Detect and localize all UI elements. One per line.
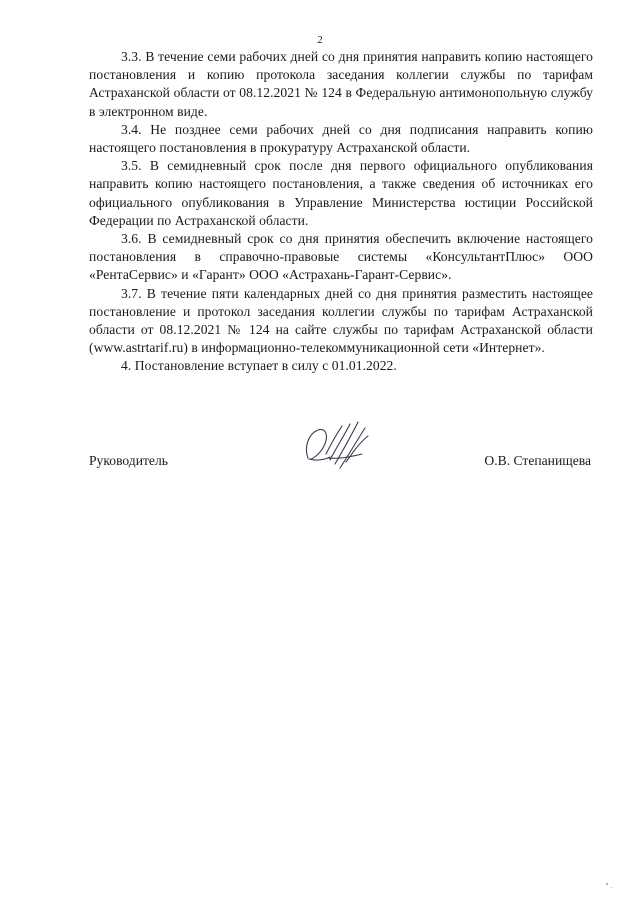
signatory-position: Руководитель xyxy=(89,453,168,468)
scan-speck xyxy=(611,887,612,888)
signatory-name: О.В. Степанищева xyxy=(484,453,591,468)
paragraph-3-3: 3.3. В течение семи рабочих дней со дня принятия направить копию настоящего постановления и копию протокола заседания коллегии службы по тарифам Астраханской области от 08.12.2021 № 124 в Федеральную антимонопольную службу в электронном виде. xyxy=(89,49,593,119)
paragraph-3-7: 3.7. В течение пяти календарных дней со дня принятия разместить настоящее постановление и протокол заседания коллегии службы по тарифам Астраханской области от 08.12.2021 № 124 на сайте службы по тарифам Астраханской области (www.astrtarif.ru) в информационно-телекоммуникационной сети «Интернет». xyxy=(89,285,593,356)
paragraph-3-6: 3.6. В семидневный срок со дня принятия обеспечить включение настоящего постановления в справочно-правовые системы «КонсультантПлюс» ООО «РентаСервис» и «Гарант» ООО «Астрахань-Гарант-Сервис». xyxy=(89,231,593,283)
handwritten-signature-icon xyxy=(302,418,378,474)
paragraph-3-4: 3.4. Не позднее семи рабочих дней со дня подписания направить копию настоящего постановления в прокуратуру Астраханской области. xyxy=(89,121,593,156)
page-number: 2 xyxy=(317,34,323,46)
paragraph-4: 4. Постановление вступает в силу с 01.01.2022. xyxy=(121,358,397,374)
scan-speck xyxy=(606,883,608,885)
paragraph-3-5: 3.5. В семидневный срок после дня первого официального опубликования направить копию настоящего постановления, а также сведения об источниках его официального опубликования в Управление Министерства юстиции Российской Федерации по Астраханской области. xyxy=(89,158,593,228)
document-body xyxy=(89,48,593,376)
